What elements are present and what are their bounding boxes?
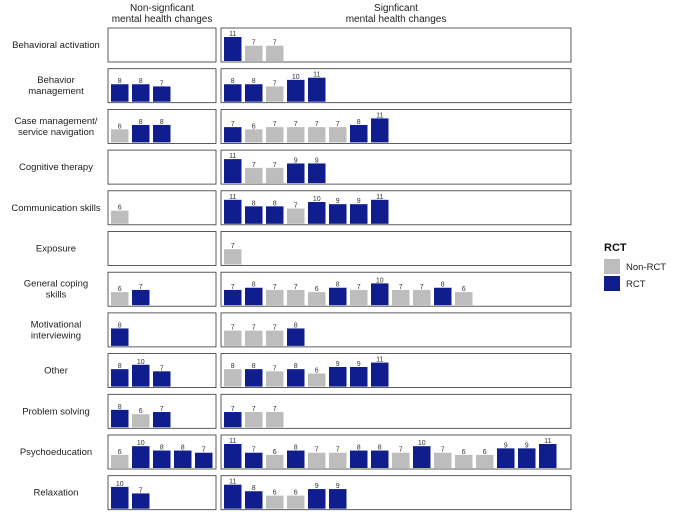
bar <box>153 412 171 427</box>
bar-value-label: 8 <box>117 363 122 371</box>
bar <box>308 489 326 509</box>
bar-value-label: 9 <box>293 157 298 165</box>
bar-value-label: 7 <box>230 283 235 291</box>
bar <box>266 331 284 346</box>
bar <box>350 290 368 305</box>
bar-value-label: 8 <box>138 78 143 86</box>
bar-value-label: 11 <box>229 478 237 486</box>
bar-value-label: 6 <box>117 123 122 131</box>
legend-entry-label: RCT <box>626 279 646 290</box>
bar <box>224 369 242 386</box>
bar-value-label: 7 <box>398 283 403 291</box>
bar <box>308 453 326 468</box>
bar-value-label: 10 <box>291 73 300 81</box>
panel-cell-nonsig <box>108 150 216 184</box>
bar <box>350 451 368 468</box>
bar-value-label: 11 <box>376 193 384 201</box>
bar-value-label: 6 <box>117 204 122 212</box>
bar-value-label: 7 <box>272 324 277 332</box>
row-label: Communication skills <box>11 202 101 214</box>
bar-value-label: 7 <box>398 446 403 454</box>
bar-value-label: 6 <box>138 408 143 416</box>
bar <box>371 451 389 468</box>
bar <box>350 125 368 142</box>
bar-value-label: 8 <box>293 444 298 452</box>
bar-value-label: 7 <box>272 161 277 169</box>
bar-value-label: 6 <box>461 286 466 294</box>
panel-title-significant: Signficant mental health changes <box>345 3 447 25</box>
bar-value-label: 8 <box>335 281 340 289</box>
bar-value-label: 10 <box>136 358 145 366</box>
bar-value-label: 8 <box>293 322 298 330</box>
bar-value-label: 7 <box>230 121 235 129</box>
bar-value-label: 7 <box>251 161 256 169</box>
bar-value-label: 7 <box>272 39 277 47</box>
bar <box>518 448 536 468</box>
bar-value-label: 7 <box>356 283 361 291</box>
bar-value-label: 7 <box>293 283 298 291</box>
bar <box>224 249 242 264</box>
bar-value-label: 9 <box>314 157 319 165</box>
bar <box>287 163 305 183</box>
bar-value-label: 6 <box>314 286 319 294</box>
bar-value-label: 8 <box>251 281 256 289</box>
bar <box>392 453 410 468</box>
bar-value-label: 7 <box>272 80 277 88</box>
bar <box>392 290 410 305</box>
panel-cell-nonsig <box>108 232 216 266</box>
bar <box>329 204 347 224</box>
bar <box>132 84 150 101</box>
bar <box>287 127 305 142</box>
legend-entry-label: Non-RCT <box>626 262 667 273</box>
bar <box>245 369 263 386</box>
bar-value-label: 10 <box>312 195 321 203</box>
bar-value-label: 6 <box>272 489 277 497</box>
bar-value-label: 7 <box>251 39 256 47</box>
bar <box>132 290 150 305</box>
bar-value-label: 8 <box>117 403 122 411</box>
bar <box>329 288 347 305</box>
row-label: Behavioral activation <box>12 40 100 51</box>
bar <box>308 78 326 102</box>
bar <box>413 290 431 305</box>
bar-value-label: 7 <box>419 283 424 291</box>
panel-cell-sig <box>221 232 571 266</box>
bar-value-label: 7 <box>159 406 164 414</box>
bar <box>266 46 284 61</box>
bar <box>350 204 368 224</box>
bar <box>413 446 431 468</box>
row-label: Other <box>44 365 68 377</box>
bar <box>153 451 171 468</box>
bar-value-label: 9 <box>503 442 508 450</box>
bar <box>266 206 284 223</box>
bar-value-label: 8 <box>251 363 256 371</box>
bar <box>224 200 242 224</box>
bar <box>266 168 284 183</box>
bar <box>497 448 515 468</box>
bar <box>224 444 242 468</box>
bar-value-label: 11 <box>544 438 552 445</box>
bar-value-label: 6 <box>482 448 487 456</box>
bar-value-label: 8 <box>440 281 445 289</box>
bar-value-label: 6 <box>293 489 298 497</box>
bar <box>195 453 213 468</box>
bar-value-label: 8 <box>251 200 256 208</box>
bar <box>287 290 305 305</box>
bar-value-label: 6 <box>272 448 277 456</box>
bar <box>132 446 150 468</box>
bar <box>224 485 242 509</box>
bar-value-label: 8 <box>356 118 361 126</box>
bar <box>132 365 150 387</box>
bar <box>174 451 192 468</box>
bar-value-label: 7 <box>251 324 256 332</box>
bar <box>455 292 473 305</box>
bar <box>287 369 305 386</box>
bar-value-label: 8 <box>117 322 122 330</box>
bar-value-label: 6 <box>461 448 466 456</box>
bar <box>111 211 129 224</box>
bar <box>371 363 389 387</box>
bar <box>329 489 347 509</box>
bar <box>266 290 284 305</box>
bar-value-label: 11 <box>229 193 237 201</box>
bar-value-label: 7 <box>335 446 340 454</box>
row-label: General coping skills <box>23 278 89 301</box>
bar-value-label: 10 <box>417 440 426 448</box>
bar <box>245 491 263 508</box>
bar <box>245 129 263 142</box>
bar <box>329 367 347 387</box>
bar-value-label: 11 <box>229 31 237 38</box>
bar <box>111 487 129 509</box>
bar <box>245 412 263 427</box>
legend-title: RCT <box>604 242 627 254</box>
bar <box>245 84 263 101</box>
bar <box>153 371 171 386</box>
bar <box>455 455 473 468</box>
bar <box>350 367 368 387</box>
panel-title-nonsignificant: Non-signficant mental health changes <box>111 3 213 25</box>
bar-value-label: 7 <box>138 487 143 495</box>
bar <box>111 292 129 305</box>
bar <box>287 209 305 224</box>
bar <box>308 127 326 142</box>
bar <box>329 453 347 468</box>
bar-value-label: 7 <box>272 406 277 414</box>
bar-value-label: 9 <box>356 198 361 206</box>
legend-swatch <box>604 276 620 291</box>
legend-swatch <box>604 259 620 274</box>
bar-value-label: 9 <box>356 360 361 368</box>
bar <box>132 414 150 427</box>
bar-value-label: 11 <box>376 112 384 120</box>
bar <box>111 328 129 345</box>
bar-value-label: 11 <box>229 438 237 445</box>
bar <box>224 159 242 183</box>
bar-value-label: 8 <box>230 78 235 86</box>
panel-cell-nonsig <box>108 28 216 62</box>
bar <box>245 331 263 346</box>
bar-value-label: 8 <box>230 363 235 371</box>
bar <box>266 86 284 101</box>
bar <box>132 493 150 508</box>
bar <box>224 331 242 346</box>
row-label: Cognitive therapy <box>19 162 93 174</box>
bar <box>476 455 494 468</box>
bar <box>111 410 129 427</box>
bar <box>287 451 305 468</box>
bar-value-label: 8 <box>293 363 298 371</box>
bar-value-label: 7 <box>230 243 235 251</box>
bar <box>287 80 305 102</box>
bar-value-label: 7 <box>230 406 235 414</box>
bar <box>308 163 326 183</box>
bar-value-label: 8 <box>251 485 256 493</box>
bar-value-label: 7 <box>293 202 298 210</box>
bar <box>245 288 263 305</box>
bar <box>308 292 326 305</box>
row-label: Case management/ service navigation <box>14 115 98 138</box>
bar-value-label: 11 <box>229 153 237 161</box>
bar-value-label: 8 <box>159 118 164 126</box>
bar-value-label: 8 <box>138 118 143 126</box>
bar-value-label: 7 <box>251 446 256 454</box>
bar-value-label: 6 <box>314 367 319 375</box>
row-label: Psychoeducation <box>19 447 93 458</box>
bar-value-label: 7 <box>293 121 298 129</box>
bar <box>434 288 452 305</box>
bar-value-label: 9 <box>314 483 319 491</box>
bar-value-label: 7 <box>201 446 206 454</box>
bar-value-label: 11 <box>376 356 384 364</box>
row-label: Behavior management <box>28 75 84 98</box>
bar-value-label: 8 <box>377 444 382 452</box>
bar <box>153 125 171 142</box>
bar-value-label: 7 <box>159 80 164 88</box>
bar <box>132 125 150 142</box>
bar-value-label: 8 <box>159 444 164 452</box>
bar <box>371 200 389 224</box>
bar <box>308 202 326 224</box>
bar <box>224 290 242 305</box>
bar <box>153 86 171 101</box>
bar <box>224 84 242 101</box>
bar-value-label: 7 <box>440 446 445 454</box>
row-label: Problem solving <box>22 406 90 418</box>
bar <box>111 129 129 142</box>
bar <box>329 127 347 142</box>
bar-value-label: 9 <box>524 442 529 450</box>
bar <box>245 453 263 468</box>
bar <box>245 206 263 223</box>
bar-value-label: 8 <box>117 78 122 86</box>
bar-value-label: 7 <box>314 446 319 454</box>
bar <box>308 374 326 387</box>
bar <box>224 127 242 142</box>
bar <box>266 127 284 142</box>
bar-value-label: 7 <box>230 324 235 332</box>
bar-value-label: 9 <box>335 198 340 206</box>
bar-value-label: 7 <box>272 283 277 291</box>
bar <box>434 453 452 468</box>
row-label: Relaxation <box>33 487 79 499</box>
bar-value-label: 7 <box>335 121 340 129</box>
bar-value-label: 7 <box>251 406 256 414</box>
bar <box>224 37 242 61</box>
bar <box>111 455 129 468</box>
bar-value-label: 8 <box>272 200 277 208</box>
bar-value-label: 10 <box>136 440 145 448</box>
bar <box>266 412 284 427</box>
bar <box>111 84 129 101</box>
bar <box>266 371 284 386</box>
bar-value-label: 6 <box>117 448 122 456</box>
bar-value-label: 11 <box>313 71 321 79</box>
bar <box>287 496 305 509</box>
bar-value-label: 7 <box>159 365 164 373</box>
bar-value-label: 6 <box>117 286 122 294</box>
bar-value-label: 8 <box>251 78 256 86</box>
bar <box>224 412 242 427</box>
bar-value-label: 7 <box>272 365 277 373</box>
row-label: Motivational interviewing <box>30 319 82 342</box>
bar <box>371 283 389 305</box>
bar-value-label: 10 <box>115 480 124 488</box>
bar <box>245 46 263 61</box>
row-label: Exposure <box>35 243 77 255</box>
bar <box>266 455 284 468</box>
bar-value-label: 8 <box>180 444 185 452</box>
bar-value-label: 10 <box>375 277 384 285</box>
bar-value-label: 9 <box>335 483 340 491</box>
bar-value-label: 6 <box>251 123 256 131</box>
bar <box>245 168 263 183</box>
bar-value-label: 7 <box>272 121 277 129</box>
bar-value-label: 7 <box>314 121 319 129</box>
bar-value-label: 8 <box>356 444 361 452</box>
bar <box>111 369 129 386</box>
bar <box>266 496 284 509</box>
bar <box>539 444 557 468</box>
bar <box>287 328 305 345</box>
bar-value-label: 9 <box>335 360 340 368</box>
bar-value-label: 7 <box>138 283 143 291</box>
bar <box>371 118 389 142</box>
